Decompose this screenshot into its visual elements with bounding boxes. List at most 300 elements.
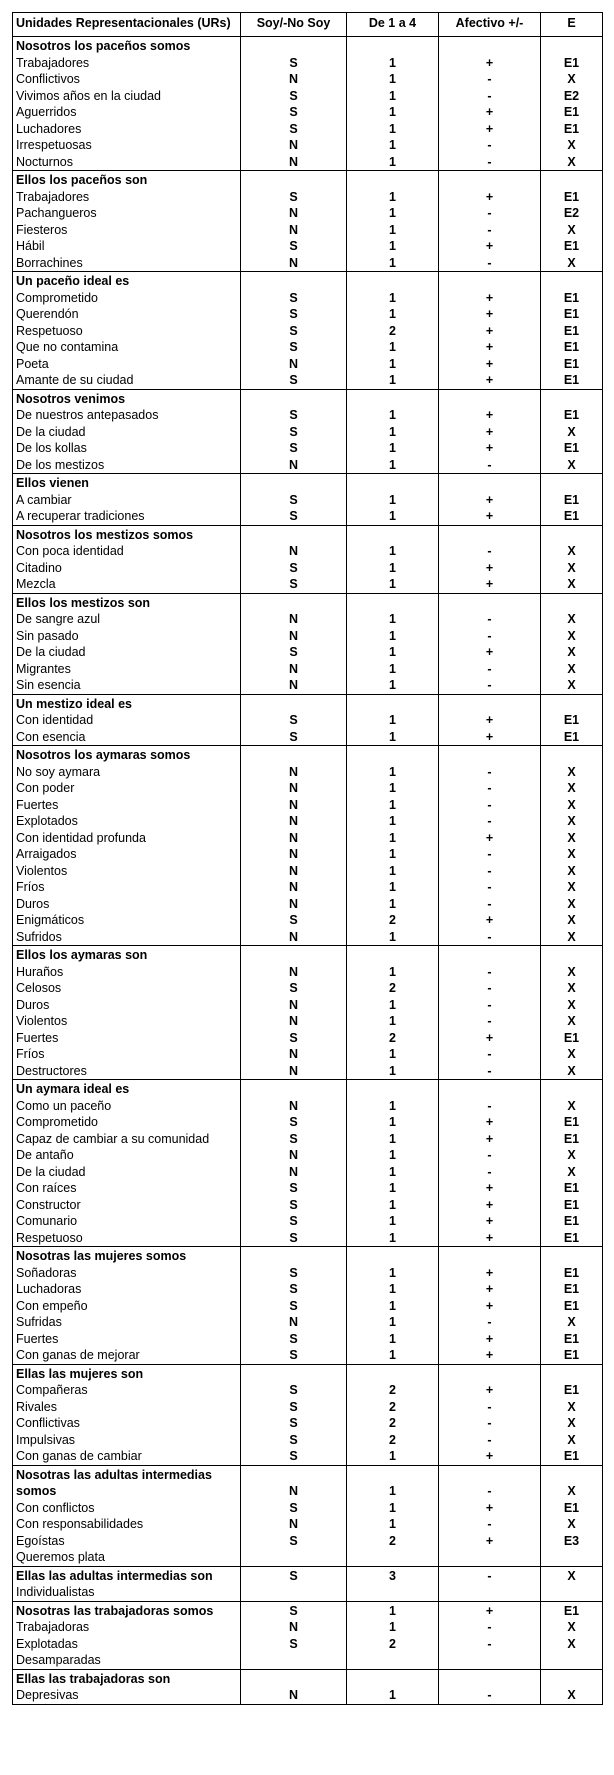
e-cell [541,1669,603,1687]
table-row [13,1516,603,1533]
afectivo-cell: + [439,576,541,593]
escala-cell: 1 [347,1687,439,1704]
e-cell: X [541,611,603,628]
escala-cell: 1 [347,238,439,255]
ur-label-cell: Arraigados [13,846,241,863]
escala-cell [347,946,439,964]
table-row [13,797,603,814]
soy-no-soy-cell [241,593,347,611]
section-header-row [13,1566,603,1584]
e-cell [541,1549,603,1566]
afectivo-cell: + [439,1347,541,1364]
afectivo-cell: - [439,137,541,154]
soy-no-soy-cell: S [241,1230,347,1247]
soy-no-soy-cell: N [241,137,347,154]
urs-table [12,12,603,1705]
afectivo-cell: - [439,1432,541,1449]
afectivo-cell: + [439,339,541,356]
ur-label-cell: De antaño [13,1147,241,1164]
section-title: Nosotras las mujeres somos [13,1247,241,1265]
ur-label-cell: Hábil [13,238,241,255]
section-header-row [13,1601,603,1619]
section-title: Nosotros los paceños somos [13,37,241,55]
soy-no-soy-cell: S [241,508,347,525]
table-row [13,1265,603,1282]
escala-cell: 1 [347,1197,439,1214]
e-cell: E1 [541,55,603,72]
e-cell: X [541,1465,603,1500]
ur-label-cell: Con ganas de mejorar [13,1347,241,1364]
section-header-row [13,593,603,611]
afectivo-cell: + [439,356,541,373]
soy-no-soy-cell: S [241,1347,347,1364]
afectivo-cell: + [439,440,541,457]
escala-cell: 1 [347,440,439,457]
section-title: Nosotros los aymaras somos [13,746,241,764]
afectivo-cell: + [439,1382,541,1399]
table-row [13,729,603,746]
afectivo-cell: - [439,813,541,830]
escala-cell: 1 [347,560,439,577]
soy-no-soy-cell: S [241,560,347,577]
e-cell: E1 [541,1500,603,1517]
table-row [13,543,603,560]
afectivo-cell: - [439,964,541,981]
section-group [13,474,603,526]
afectivo-cell: - [439,797,541,814]
escala-cell: 1 [347,1331,439,1348]
section-title: Ellos los mestizos son [13,593,241,611]
table-row [13,339,603,356]
ur-label-cell: Vivimos años en la ciudad [13,88,241,105]
ur-label-cell: Violentos [13,863,241,880]
soy-no-soy-cell: N [241,1314,347,1331]
table-row [13,863,603,880]
escala-cell [347,1549,439,1566]
e-cell: E1 [541,1114,603,1131]
escala-cell: 1 [347,1046,439,1063]
ur-label-cell: Fuertes [13,1331,241,1348]
section-group [13,37,603,171]
table-row [13,290,603,307]
soy-no-soy-cell [241,389,347,407]
e-cell: X [541,896,603,913]
soy-no-soy-cell: N [241,677,347,694]
afectivo-cell: - [439,1013,541,1030]
table-row [13,154,603,171]
afectivo-cell [439,694,541,712]
e-cell: X [541,560,603,577]
soy-no-soy-cell: N [241,611,347,628]
table-row [13,1382,603,1399]
ur-label-cell: Sufridas [13,1314,241,1331]
e-cell: E1 [541,1230,603,1247]
afectivo-cell: + [439,1331,541,1348]
table-row [13,1687,603,1704]
soy-no-soy-cell: S [241,1114,347,1131]
e-cell: E1 [541,1382,603,1399]
afectivo-cell: - [439,1046,541,1063]
afectivo-cell: + [439,712,541,729]
ur-label-cell: Con conflictos [13,1500,241,1517]
afectivo-cell: - [439,879,541,896]
e-cell: X [541,912,603,929]
e-cell: X [541,980,603,997]
escala-cell: 1 [347,1114,439,1131]
table-row [13,1500,603,1517]
header-afectivo: Afectivo +/- [439,13,541,37]
section-group [13,946,603,1080]
table-row [13,440,603,457]
ur-label-cell: Explotados [13,813,241,830]
afectivo-cell: + [439,55,541,72]
table-row [13,205,603,222]
ur-label-cell: Con esencia [13,729,241,746]
soy-no-soy-cell: S [241,1180,347,1197]
escala-cell: 1 [347,255,439,272]
soy-no-soy-cell [241,525,347,543]
escala-cell: 1 [347,830,439,847]
e-cell [541,746,603,764]
afectivo-cell [439,946,541,964]
table-row [13,1399,603,1416]
e-cell: X [541,628,603,645]
afectivo-cell: + [439,1213,541,1230]
ur-label-cell: Huraños [13,964,241,981]
e-cell: X [541,1687,603,1704]
escala-cell: 1 [347,729,439,746]
e-cell [541,1584,603,1601]
escala-cell: 1 [347,222,439,239]
section-title: Ellos vienen [13,474,241,492]
escala-cell [347,474,439,492]
soy-no-soy-cell: S [241,644,347,661]
e-cell: E1 [541,407,603,424]
escala-cell [347,1669,439,1687]
table-row [13,1147,603,1164]
ur-label-cell: Egoístas [13,1533,241,1550]
afectivo-cell: + [439,1281,541,1298]
afectivo-cell: - [439,863,541,880]
afectivo-cell [439,1669,541,1687]
afectivo-cell [439,1549,541,1566]
afectivo-cell [439,37,541,55]
table-row [13,964,603,981]
e-cell: E1 [541,356,603,373]
soy-no-soy-cell: N [241,457,347,474]
escala-cell: 2 [347,1382,439,1399]
e-cell: X [541,1164,603,1181]
soy-no-soy-cell: N [241,863,347,880]
escala-cell: 1 [347,1516,439,1533]
escala-cell [347,37,439,55]
section-header-row [13,37,603,55]
table-row [13,830,603,847]
e-cell: E1 [541,508,603,525]
table-row [13,1549,603,1566]
ur-label-cell: Sufridos [13,929,241,946]
afectivo-cell [439,389,541,407]
escala-cell: 1 [347,508,439,525]
afectivo-cell: + [439,323,541,340]
ur-label-cell: A cambiar [13,492,241,509]
afectivo-cell: + [439,830,541,847]
ur-label-cell: Sin pasado [13,628,241,645]
escala-cell [347,171,439,189]
afectivo-cell [439,171,541,189]
afectivo-cell: + [439,1180,541,1197]
ur-label-cell: Sin esencia [13,677,241,694]
escala-cell: 2 [347,1432,439,1449]
e-cell: X [541,997,603,1014]
e-cell: E1 [541,1347,603,1364]
escala-cell: 1 [347,137,439,154]
soy-no-soy-cell: S [241,1448,347,1465]
table-row [13,611,603,628]
header-soy-no-soy: Soy/-No Soy [241,13,347,37]
e-cell: X [541,1399,603,1416]
escala-cell: 2 [347,1399,439,1416]
ur-label-cell: De nuestros antepasados [13,407,241,424]
escala-cell: 1 [347,863,439,880]
ur-label-cell: Comprometido [13,1114,241,1131]
ur-label-cell: Luchadoras [13,1281,241,1298]
soy-no-soy-cell: N [241,222,347,239]
section-group [13,1364,603,1465]
section-header-row [13,525,603,543]
table-row [13,71,603,88]
table-row [13,712,603,729]
soy-no-soy-cell: S [241,1432,347,1449]
escala-cell [347,1247,439,1265]
ur-label-cell: Trabajadores [13,189,241,206]
soy-no-soy-cell: S [241,1399,347,1416]
e-cell: E1 [541,306,603,323]
table-row [13,576,603,593]
ur-label-cell: A recuperar tradiciones [13,508,241,525]
soy-no-soy-cell [241,272,347,290]
table-row [13,1636,603,1653]
ur-label-cell: Con poca identidad [13,543,241,560]
e-cell: E1 [541,1448,603,1465]
ur-label-cell: Fuertes [13,797,241,814]
soy-no-soy-cell: N [241,356,347,373]
ur-label-cell: Violentos [13,1013,241,1030]
e-cell: E1 [541,492,603,509]
escala-cell: 2 [347,1030,439,1047]
table-row [13,189,603,206]
escala-cell: 1 [347,964,439,981]
escala-cell: 1 [347,55,439,72]
e-cell [541,525,603,543]
e-cell: X [541,137,603,154]
ur-label-cell: Constructor [13,1197,241,1214]
afectivo-cell [439,474,541,492]
afectivo-cell: + [439,407,541,424]
escala-cell: 2 [347,323,439,340]
escala-cell: 1 [347,1347,439,1364]
e-cell: X [541,1516,603,1533]
soy-no-soy-cell: N [241,780,347,797]
soy-no-soy-cell: S [241,492,347,509]
section-title: Un aymara ideal es [13,1080,241,1098]
ur-label-cell: Con ganas de cambiar [13,1448,241,1465]
soy-no-soy-cell [241,1652,347,1669]
e-cell: E1 [541,189,603,206]
soy-no-soy-cell [241,1549,347,1566]
table-row [13,912,603,929]
e-cell: X [541,1046,603,1063]
table-row [13,1013,603,1030]
ur-label-cell: Poeta [13,356,241,373]
escala-cell: 1 [347,1131,439,1148]
e-cell: E1 [541,1213,603,1230]
afectivo-cell: + [439,189,541,206]
soy-no-soy-cell: N [241,1465,347,1500]
afectivo-cell: - [439,205,541,222]
section-group [13,746,603,946]
e-cell: E1 [541,372,603,389]
e-cell: X [541,813,603,830]
table-row [13,560,603,577]
escala-cell: 1 [347,1619,439,1636]
afectivo-cell: - [439,661,541,678]
escala-cell [347,1652,439,1669]
e-cell: E1 [541,238,603,255]
soy-no-soy-cell [241,474,347,492]
header-de-1-a-4: De 1 a 4 [347,13,439,37]
escala-cell: 1 [347,407,439,424]
escala-cell: 1 [347,1213,439,1230]
section-title: Ellos los aymaras son [13,946,241,964]
soy-no-soy-cell: N [241,797,347,814]
soy-no-soy-cell: S [241,729,347,746]
e-cell [541,1652,603,1669]
table-row [13,1213,603,1230]
soy-no-soy-cell: N [241,1046,347,1063]
section-group [13,1465,603,1566]
ur-label-cell: Depresivas [13,1687,241,1704]
ur-label-cell: De sangre azul [13,611,241,628]
section-group [13,1080,603,1247]
ur-label-cell: De los mestizos [13,457,241,474]
e-cell: X [541,71,603,88]
afectivo-cell [439,1584,541,1601]
soy-no-soy-cell: S [241,440,347,457]
soy-no-soy-cell: S [241,1382,347,1399]
afectivo-cell: - [439,1566,541,1584]
ur-label-cell: Que no contamina [13,339,241,356]
table-row [13,1415,603,1432]
soy-no-soy-cell: S [241,104,347,121]
e-cell: E1 [541,1298,603,1315]
afectivo-cell: + [439,372,541,389]
section-title: Nosotras las adultas intermedias somos [13,1465,241,1500]
e-cell: X [541,677,603,694]
afectivo-cell: - [439,222,541,239]
table-row [13,508,603,525]
ur-label-cell: Fríos [13,1046,241,1063]
ur-label-cell: Conflictivos [13,71,241,88]
ur-label-cell: Comunario [13,1213,241,1230]
table-row [13,1030,603,1047]
afectivo-cell: - [439,1516,541,1533]
e-cell: X [541,879,603,896]
table-row [13,1584,603,1601]
ur-label-cell: Queremos plata [13,1549,241,1566]
ur-label-cell: Querendón [13,306,241,323]
escala-cell: 1 [347,1013,439,1030]
escala-cell: 1 [347,712,439,729]
soy-no-soy-cell: N [241,813,347,830]
section-header-row [13,389,603,407]
escala-cell: 1 [347,677,439,694]
afectivo-cell: - [439,1636,541,1653]
afectivo-cell: - [439,929,541,946]
table-row [13,1046,603,1063]
e-cell: E1 [541,1265,603,1282]
afectivo-cell: - [439,71,541,88]
afectivo-cell: - [439,1098,541,1115]
afectivo-cell: + [439,729,541,746]
ur-label-cell: Con responsabilidades [13,1516,241,1533]
e-cell: E1 [541,323,603,340]
soy-no-soy-cell: S [241,1131,347,1148]
table-row [13,628,603,645]
e-cell [541,1080,603,1098]
soy-no-soy-cell: S [241,1500,347,1517]
section-header-row [13,1669,603,1687]
soy-no-soy-cell: N [241,1164,347,1181]
soy-no-soy-cell: N [241,929,347,946]
escala-cell [347,1080,439,1098]
e-cell [541,171,603,189]
e-cell [541,272,603,290]
e-cell: X [541,846,603,863]
escala-cell [347,389,439,407]
afectivo-cell: + [439,1601,541,1619]
afectivo-cell [439,1364,541,1382]
section-header-row [13,1364,603,1382]
afectivo-cell: + [439,492,541,509]
afectivo-cell: + [439,1265,541,1282]
e-cell: X [541,661,603,678]
escala-cell: 1 [347,764,439,781]
e-cell: X [541,255,603,272]
table-row [13,1197,603,1214]
ur-label-cell: Con identidad profunda [13,830,241,847]
escala-cell: 1 [347,424,439,441]
section-group [13,1566,603,1601]
escala-cell: 1 [347,1147,439,1164]
ur-label-cell: Con poder [13,780,241,797]
soy-no-soy-cell: S [241,1331,347,1348]
soy-no-soy-cell: S [241,1298,347,1315]
afectivo-cell: + [439,508,541,525]
escala-cell: 1 [347,1281,439,1298]
section-title: Ellos los paceños son [13,171,241,189]
escala-cell: 1 [347,1601,439,1619]
section-group [13,694,603,746]
table-row [13,1180,603,1197]
e-cell: X [541,576,603,593]
afectivo-cell: + [439,1114,541,1131]
ur-label-cell: Trabajadoras [13,1619,241,1636]
afectivo-cell: - [439,780,541,797]
afectivo-cell: - [439,628,541,645]
escala-cell: 1 [347,1500,439,1517]
afectivo-cell [439,746,541,764]
